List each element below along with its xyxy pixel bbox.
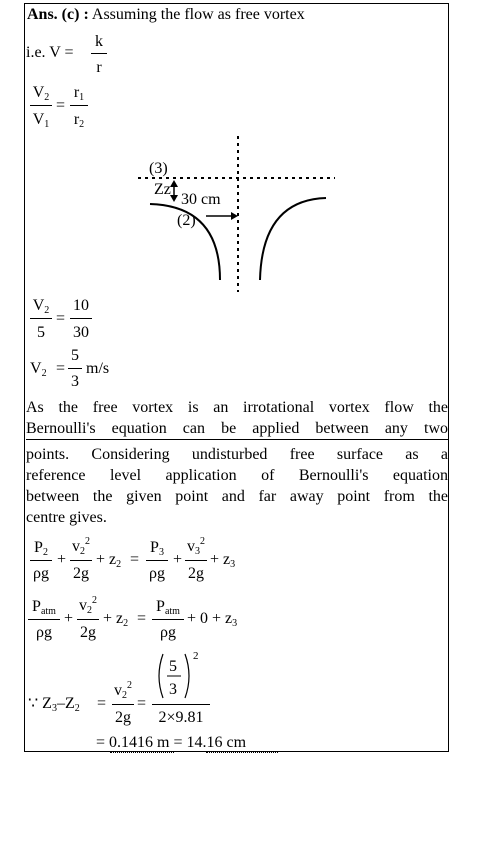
eq1-den: r [96, 59, 102, 76]
eq2-n2: $r_1$ [73, 84, 85, 103]
bern1-p3: $P_3$ [150, 539, 164, 558]
inner-three: 3 [169, 681, 177, 698]
paragraph-2-line-2: reference level application of Bernoulli's equation [26, 467, 448, 484]
bern2-v2: $v_2^2$ [79, 595, 97, 616]
eq4-bar [68, 368, 82, 369]
eq2-d1: $V_1$ [32, 111, 50, 130]
inner-five: 5 [169, 658, 177, 675]
bern3-2g: 2g [115, 709, 131, 726]
bern1-bar3 [146, 560, 168, 561]
bern1-rg1: ρg [33, 565, 49, 582]
eq4-num: 5 [71, 347, 79, 364]
vortex-diagram [130, 132, 340, 297]
bern1-bar4 [185, 560, 207, 561]
answer-label: Ans. (c) : [27, 6, 89, 23]
label-z: Zz [154, 181, 171, 198]
bern1-2g2: 2g [188, 565, 204, 582]
bern2-patm2: $P_{atm}$ [156, 598, 180, 617]
power-two: 2 [193, 650, 199, 662]
bern3-v2: $v_2^2$ [114, 680, 132, 701]
bern1-z2: + $z_2$ [96, 551, 122, 570]
result-underline-2 [206, 752, 278, 753]
eq4-unit: m/s [86, 360, 110, 377]
right-vortex-curve [260, 198, 326, 280]
paragraph-2-line-4: centre gives. [26, 509, 107, 526]
heading-text: Assuming the flow as free vortex [88, 6, 305, 23]
bern2-2g: 2g [80, 624, 96, 641]
bern1-rg2: ρg [149, 565, 165, 582]
dim-arrow-head [231, 212, 238, 220]
right-paren [185, 654, 189, 698]
paragraph-1-line-2: Bernoulli's equation can be applied between any two [26, 420, 448, 437]
eq2-bar1 [30, 105, 52, 106]
bern1-plus2: + [173, 551, 183, 568]
answer-heading [27, 7, 305, 23]
eq3-num1: $V_2$ [32, 297, 50, 316]
bern2-plus1: + [64, 610, 74, 627]
eq3-den2: 30 [73, 324, 89, 341]
bern2-rg1: ρg [36, 624, 52, 641]
bern2-bar1 [28, 619, 60, 620]
bern2-zero-z3: + $0 + z_3$ [187, 610, 238, 629]
bern2-z2: + $z_2$ [103, 610, 129, 629]
bern2-rg2: ρg [160, 624, 176, 641]
result-underline-1 [110, 752, 174, 753]
eq1-lhs: i.e. V = [26, 44, 74, 61]
bern3-paren-fraction [155, 650, 215, 702]
bern1-equals: = [130, 551, 140, 568]
eq2-d2: $r_2$ [73, 111, 85, 130]
eq3-equals: = [56, 310, 66, 327]
z-arrow-head-up [170, 180, 178, 187]
eq2-bar2 [70, 105, 88, 106]
paragraph-1 [26, 397, 448, 439]
eq3-bar1 [30, 318, 52, 319]
eq3-bar2 [70, 318, 92, 319]
bern1-z3: + $z_3$ [210, 551, 236, 570]
bern1-v3: $v_3^2$ [187, 536, 205, 557]
left-paren [159, 654, 163, 698]
eq2-equals: = [56, 97, 66, 114]
eq1-num: k [95, 33, 103, 50]
eq2-n1: $V_2$ [32, 84, 50, 103]
bern3-equals2: = [137, 695, 147, 712]
bern1-v2: $v_2^2$ [72, 536, 90, 557]
label-3: (3) [149, 160, 168, 177]
eq4-den: 3 [71, 373, 79, 390]
eq3-num2: 10 [73, 297, 89, 314]
bern2-patm1: $P_{atm}$ [32, 598, 56, 617]
bern3-lhs: ∵ $Z_3-Z_2$ [28, 695, 80, 714]
z-arrow-head-down [170, 195, 178, 202]
bern1-2g1: 2g [73, 565, 89, 582]
bern3-bar2 [152, 704, 210, 705]
bern3-den: 2×9.81 [158, 709, 204, 726]
bern1-bar1 [30, 560, 52, 561]
eq3-den1: 5 [37, 324, 45, 341]
page-break-line [26, 439, 448, 440]
dimension-label: 30 cm [181, 191, 221, 208]
bern3-equals1: = [97, 695, 107, 712]
bern1-plus1: + [57, 551, 67, 568]
eq1-bar [91, 53, 107, 54]
bern2-bar2 [77, 619, 99, 620]
eq4-lhs: $V_2$ [30, 360, 47, 379]
label-2: (2) [177, 212, 196, 229]
paragraph-2 [26, 444, 448, 528]
final-result: = 0.1416 m = 14.16 cm [96, 734, 247, 751]
bern3-bar1 [112, 704, 134, 705]
paragraph-1-line-1: As the free vortex is an irrotational vortex flow the [26, 399, 448, 416]
paragraph-2-line-3: between the given point and far away point from the [26, 488, 448, 505]
bern1-p2: $P_2$ [34, 539, 48, 558]
eq4-equals: = [56, 360, 66, 377]
bern2-bar3 [152, 619, 184, 620]
bern2-equals: = [137, 610, 147, 627]
paragraph-2-line-1: points. Considering undisturbed free surface as a [26, 446, 448, 463]
bern1-bar2 [70, 560, 92, 561]
